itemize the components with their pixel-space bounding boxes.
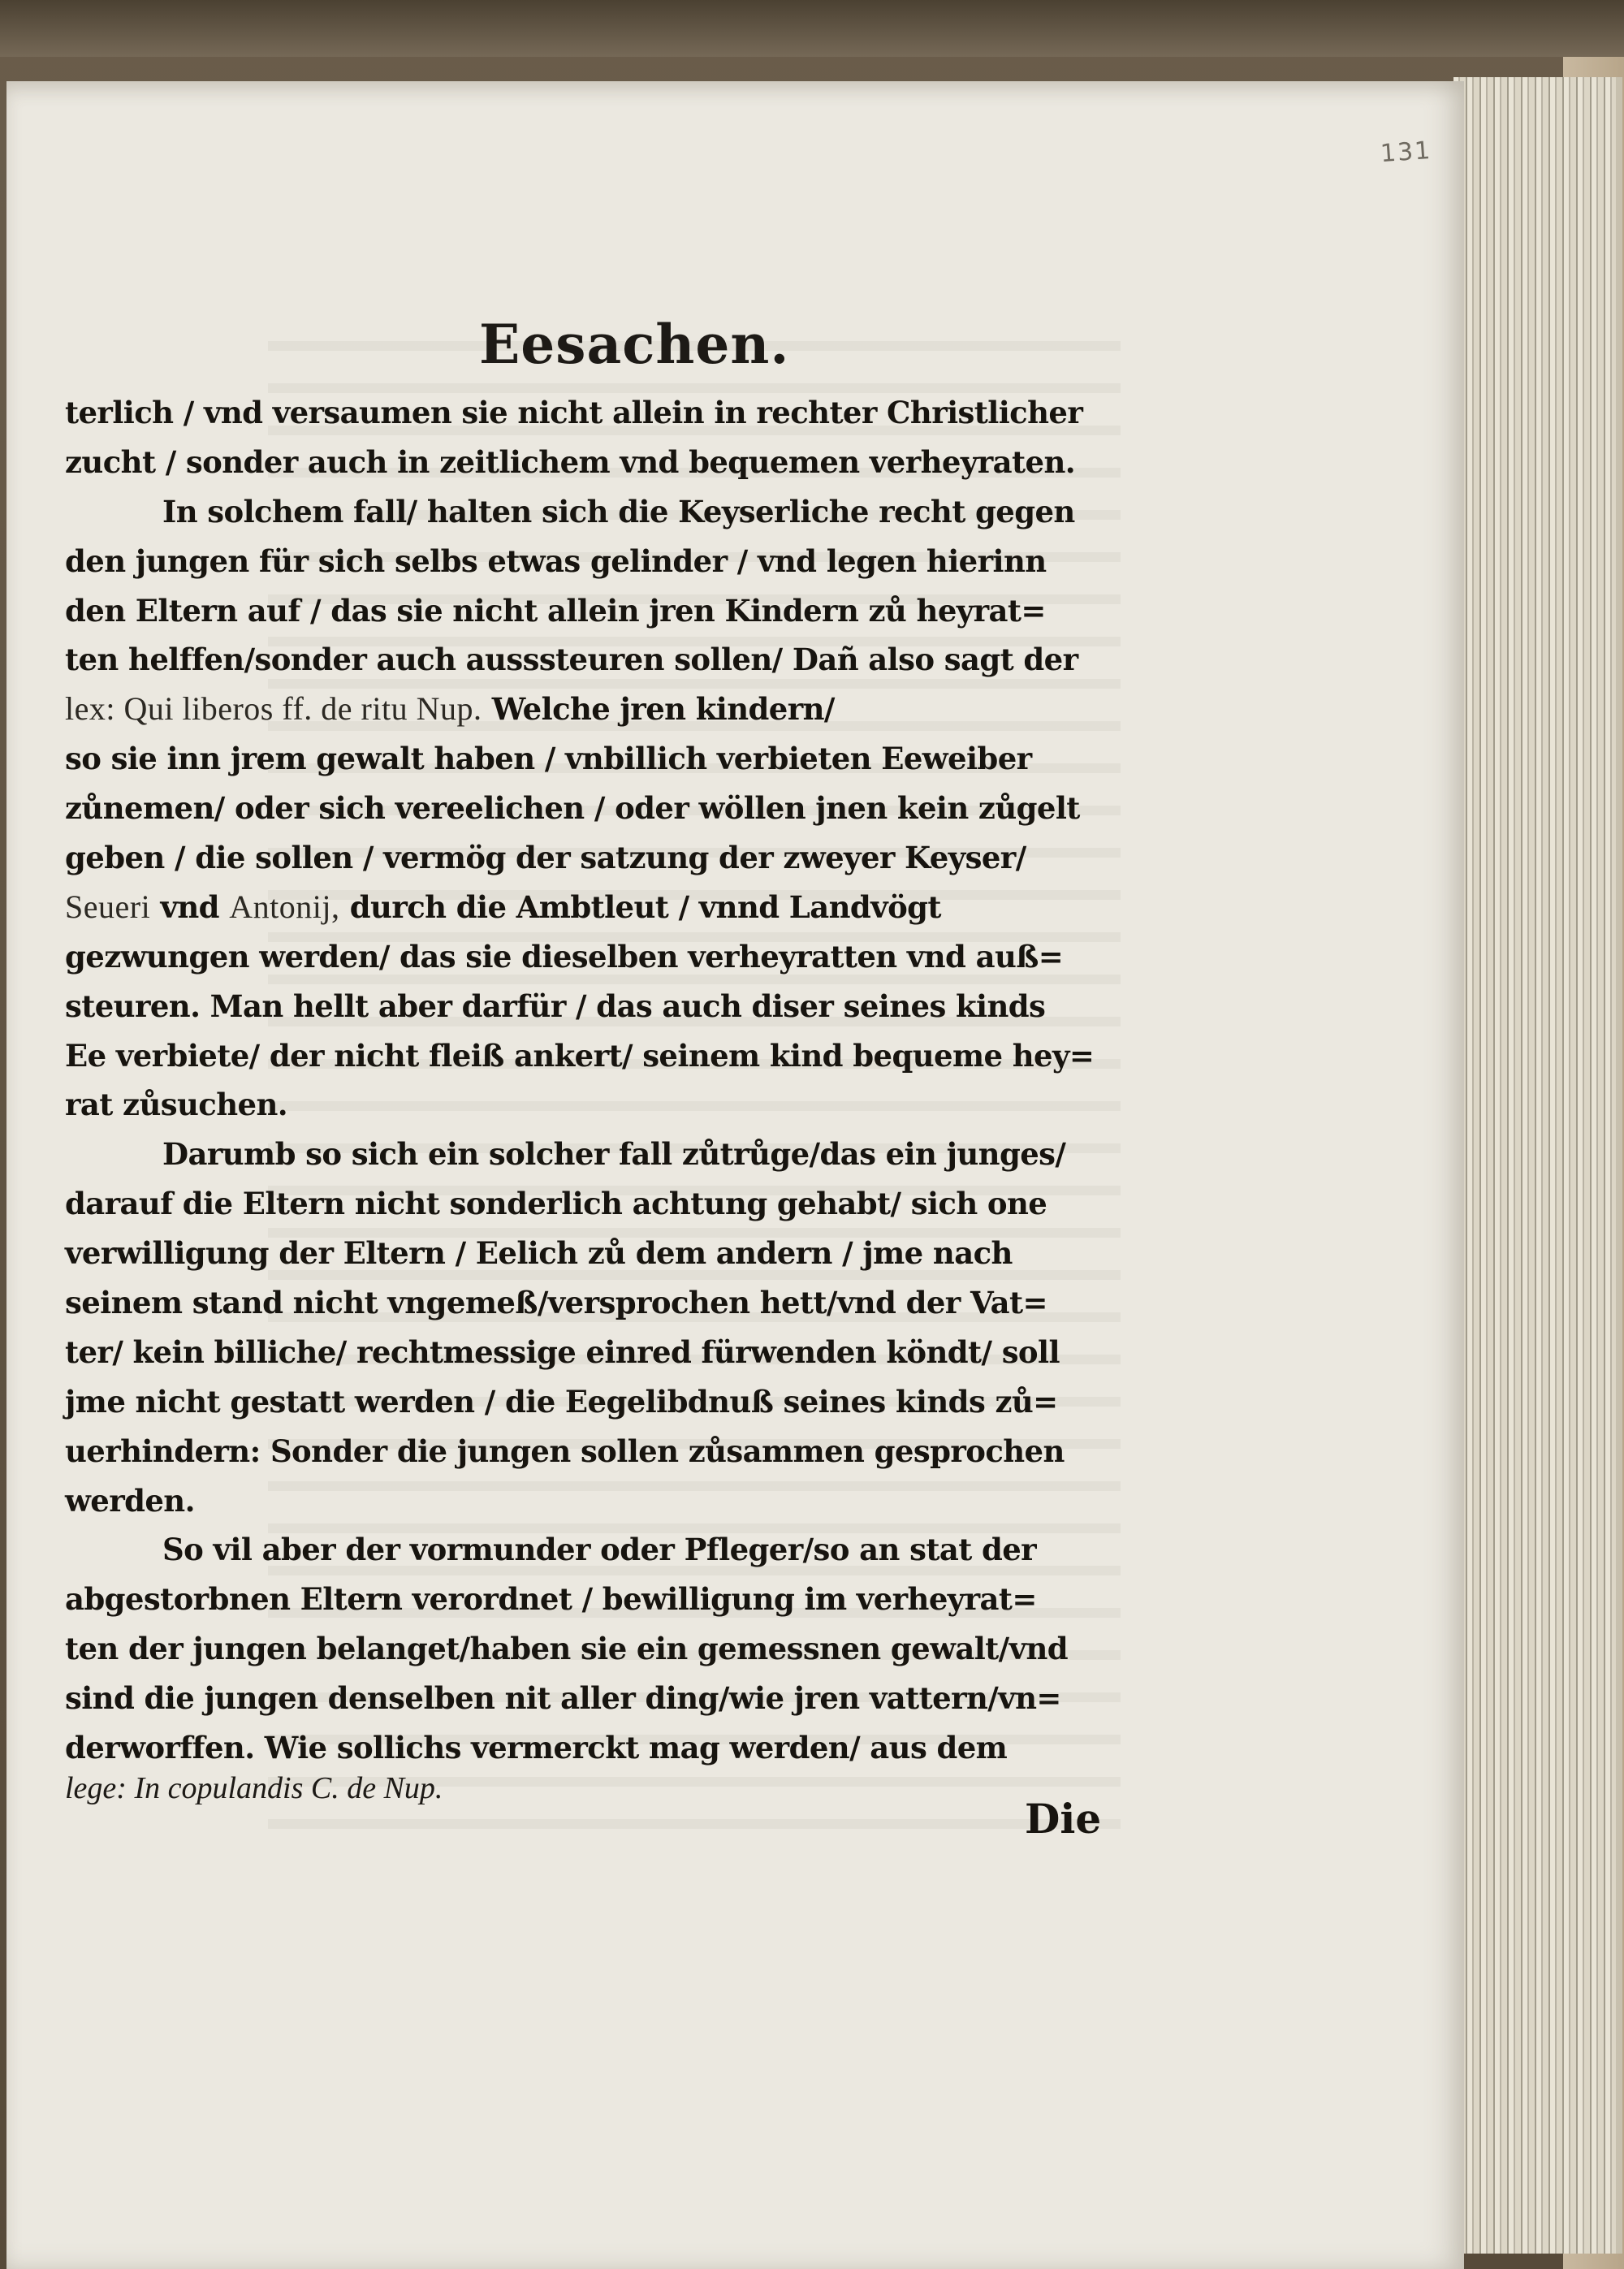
text-line: jme nicht gestatt werden / die Eegelibdnuß seines kinds zů=: [65, 1383, 1058, 1420]
text-line: den Eltern auf / das sie nicht allein jren Kindern zů heyrat=: [65, 592, 1046, 629]
text-line: terlich / vnd versaumen sie nicht allein in rechter Christlicher: [65, 395, 1083, 430]
text-line: [65, 883, 1137, 932]
text-line: Darumb so sich ein solcher fall zůtrůge/das ein junges/: [162, 1136, 1066, 1173]
running-head: Eesachen.: [479, 313, 790, 376]
citation: lege: In copulandis C. de Nup.: [65, 1771, 443, 1805]
text-line: darauf die Eltern nicht sonderlich achtung gehabt/ sich one: [65, 1186, 1047, 1222]
line-text: vnd: [150, 888, 230, 925]
text-line: zůnemen/ oder sich vereelichen / oder wöllen jnen kein zůgelt: [65, 790, 1080, 827]
text-line: So vil aber der vormunder oder Pfleger/so an stat der: [162, 1532, 1037, 1568]
text-line: ter/ kein billiche/ rechtmessige einred fürwenden köndt/ soll: [65, 1333, 1060, 1370]
text-line: gezwungen werden/ das sie dieselben verheyratten vnd auß=: [65, 938, 1064, 975]
text-line: verwilligung der Eltern / Eelich zů dem andern / jme nach: [65, 1235, 1013, 1272]
text-line: den jungen für sich selbs etwas gelinder / vnd legen hierinn: [65, 542, 1047, 579]
text-line: In solchem fall/ halten sich die Keyserliche recht gegen: [162, 493, 1075, 529]
text-line: seinem stand nicht vngemeß/versprochen hett/vnd der Vat=: [65, 1285, 1047, 1321]
text-line: ten helffen/sonder auch ausssteuren sollen/ Dañ also sagt der: [65, 642, 1078, 678]
text-line: ten der jungen belanget/haben sie ein gemessnen gewalt/vnd: [65, 1631, 1069, 1667]
text-line: abgestorbnen Eltern verordnet / bewilligung im verheyrat=: [65, 1581, 1037, 1618]
cover-top-edge: [0, 0, 1624, 57]
line-text: Welche jren kindern/: [482, 691, 835, 728]
folio-number: 131: [1379, 136, 1433, 169]
latin-text: Seueri: [65, 888, 151, 925]
line-text: durch die Ambtleut / vnnd Landvögt: [339, 888, 941, 925]
text-line: uerhindern: Sonder die jungen sollen zůsammen gesprochen: [65, 1433, 1065, 1469]
text-line: [65, 685, 1137, 734]
text-line: zucht / sonder auch in zeitlichem vnd bequemen verheyraten.: [65, 443, 1076, 480]
text-line: werden.: [65, 1482, 195, 1519]
text-block: [65, 388, 1137, 1773]
text-line: rat zůsuchen.: [65, 1087, 288, 1123]
text-line: Ee verbiete/ der nicht fleiß ankert/ seinem kind bequeme hey=: [65, 1037, 1095, 1074]
text-line: steuren. Man hellt aber darfür / das auch diser seines kinds: [65, 988, 1046, 1024]
text-line: geben / die sollen / vermög der satzung der zweyer Keyser/: [65, 840, 1026, 876]
text-line: derworffen. Wie sollichs vermerckt mag werden/ aus dem: [65, 1730, 1008, 1766]
page-edges: [1453, 77, 1622, 2254]
latin-text: lex: Qui liberos ff. de ritu Nup.: [65, 690, 482, 728]
text-line: so sie inn jrem gewalt haben / vnbillich verbieten Eeweiber: [65, 741, 1032, 777]
catchword: Die: [1025, 1795, 1102, 1843]
text-line: sind die jungen denselben nit aller ding/wie jren vattern/vn=: [65, 1680, 1061, 1717]
latin-text: Antonij,: [229, 888, 340, 925]
